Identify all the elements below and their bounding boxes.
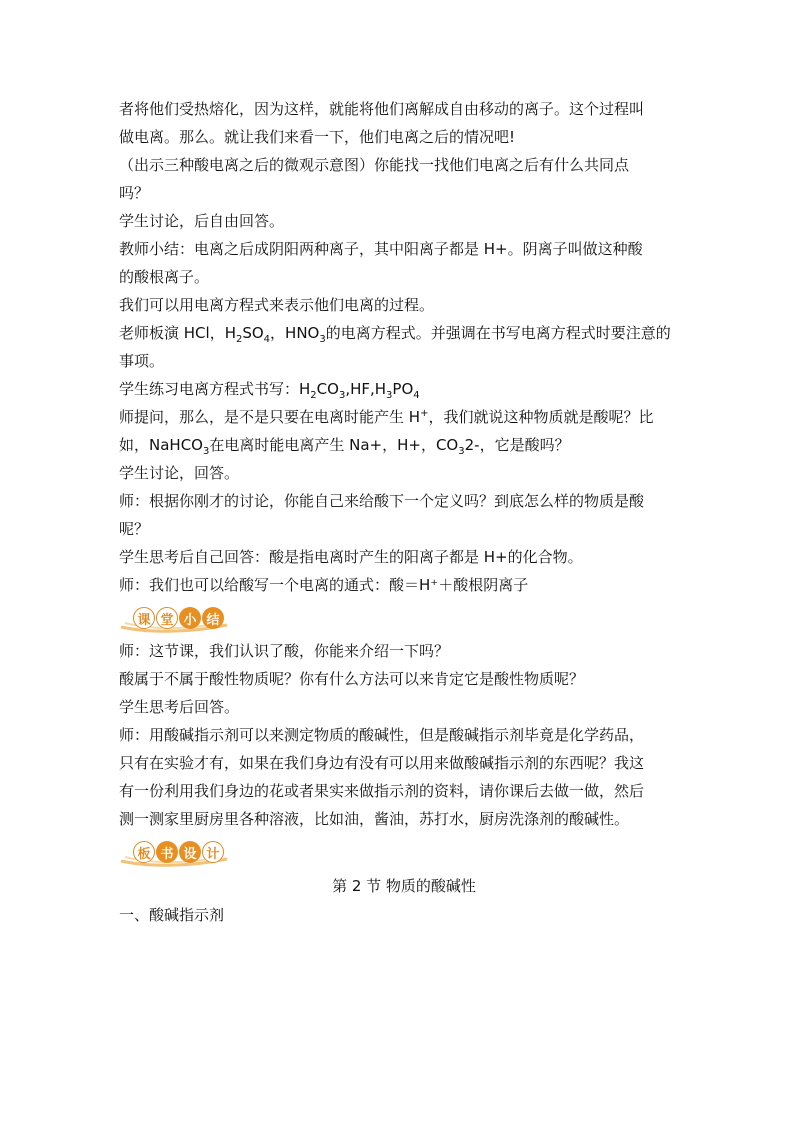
paragraph-group-c [119, 637, 689, 833]
text-line: 酸属于不属于酸性物质呢？你有什么方法可以来肯定它是酸性物质呢？ [119, 670, 585, 688]
text-line: （出示三种酸电离之后的微观示意图）你能找一找他们电离之后有什么共同点 [119, 156, 630, 174]
badge-char: 小 [179, 607, 201, 629]
board-title: 第 2 节 物质的酸碱性 [332, 877, 476, 895]
formula-line-hcl: 老师板演 HCl，$H_2SO_4$，$HNO_3$的电离方程式。并强调在书写电离方程式时要注意的 [119, 324, 671, 345]
formula-line-practice: 学生练习电离方程式书写：$H_2CO_3,HF,H_3PO_4$ [119, 380, 420, 401]
text-line: 有一份利用我们身边的花或者果实来做指示剂的资料，请你课后去做一做，然后 [119, 782, 645, 800]
text-line: 只有在实验才有，如果在我们身边有没有可以用来做酸碱指示剂的东西呢？我这 [119, 754, 645, 772]
text-line: 学生讨论，回答。 [119, 464, 240, 482]
section-heading-summary [119, 599, 689, 637]
paragraph-group-a [119, 95, 689, 319]
text-line: 呢？ [119, 520, 150, 538]
text-line: 吗？ [119, 184, 150, 202]
badge-char: 板 [133, 841, 155, 863]
section-badge [119, 837, 229, 867]
text-line: 的酸根离子。 [119, 268, 210, 286]
text-line: 师：这节课，我们认识了酸，你能来介绍一下吗？ [119, 642, 450, 660]
text-line: 师：用酸碱指示剂可以来测定物质的酸碱性，但是酸碱指示剂毕竟是化学药品， [119, 726, 645, 744]
formula-line-question: 师提问，那么，是不是只要在电离时能产生 H+，我们就说这种物质就是酸呢？比 [119, 408, 654, 426]
badge-char: 课 [133, 607, 155, 629]
badge-char: 堂 [156, 607, 178, 629]
text-line: 师：我们也可以给酸写一个电离的通式：酸＝H⁺＋酸根阴离子 [119, 576, 529, 594]
paragraph-group-b [119, 459, 689, 599]
text-line: 师：根据你刚才的讨论，你能自己来给酸下一个定义吗？到底怎么样的物质是酸 [119, 492, 645, 510]
text-line: 学生讨论，后自由回答。 [119, 212, 285, 230]
text-line: 学生思考后回答。 [119, 698, 240, 716]
text-line: 者将他们受热熔化，因为这样，就能将他们离解成自由移动的离子。这个过程叫 [119, 100, 645, 118]
text-line: 学生思考后自己回答：酸是指电离时产生的阳离子都是 H+的化合物。 [119, 548, 583, 566]
badge-char: 设 [179, 841, 201, 863]
section-heading-board [119, 833, 689, 871]
text-line: 我们可以用电离方程式来表示他们电离的过程。 [119, 296, 435, 314]
text-line: 教师小结：电离之后成阴阳两种离子，其中阳离子都是 H+。阴离子叫做这种酸 [119, 240, 643, 258]
badge-char: 计 [202, 841, 224, 863]
section-badge [119, 603, 229, 633]
text-line: 做电离。那么。就让我们来看一下，他们电离之后的情况吧! [119, 128, 516, 146]
text-line: 测一测家里厨房里各种溶液，比如油，酱油，苏打水，厨房洗涤剂的酸碱性。 [119, 810, 630, 828]
text-line: 事项。 [119, 352, 165, 370]
board-item: 一、酸碱指示剂 [119, 906, 225, 924]
document-body [119, 95, 689, 929]
badge-char: 结 [202, 607, 224, 629]
formula-line-nahco3: 如，NaHCO$_3$在电离时能电离产生 Na+，H+，$CO_32-$，它是酸吗？ [119, 436, 570, 457]
badge-char: 书 [156, 841, 178, 863]
